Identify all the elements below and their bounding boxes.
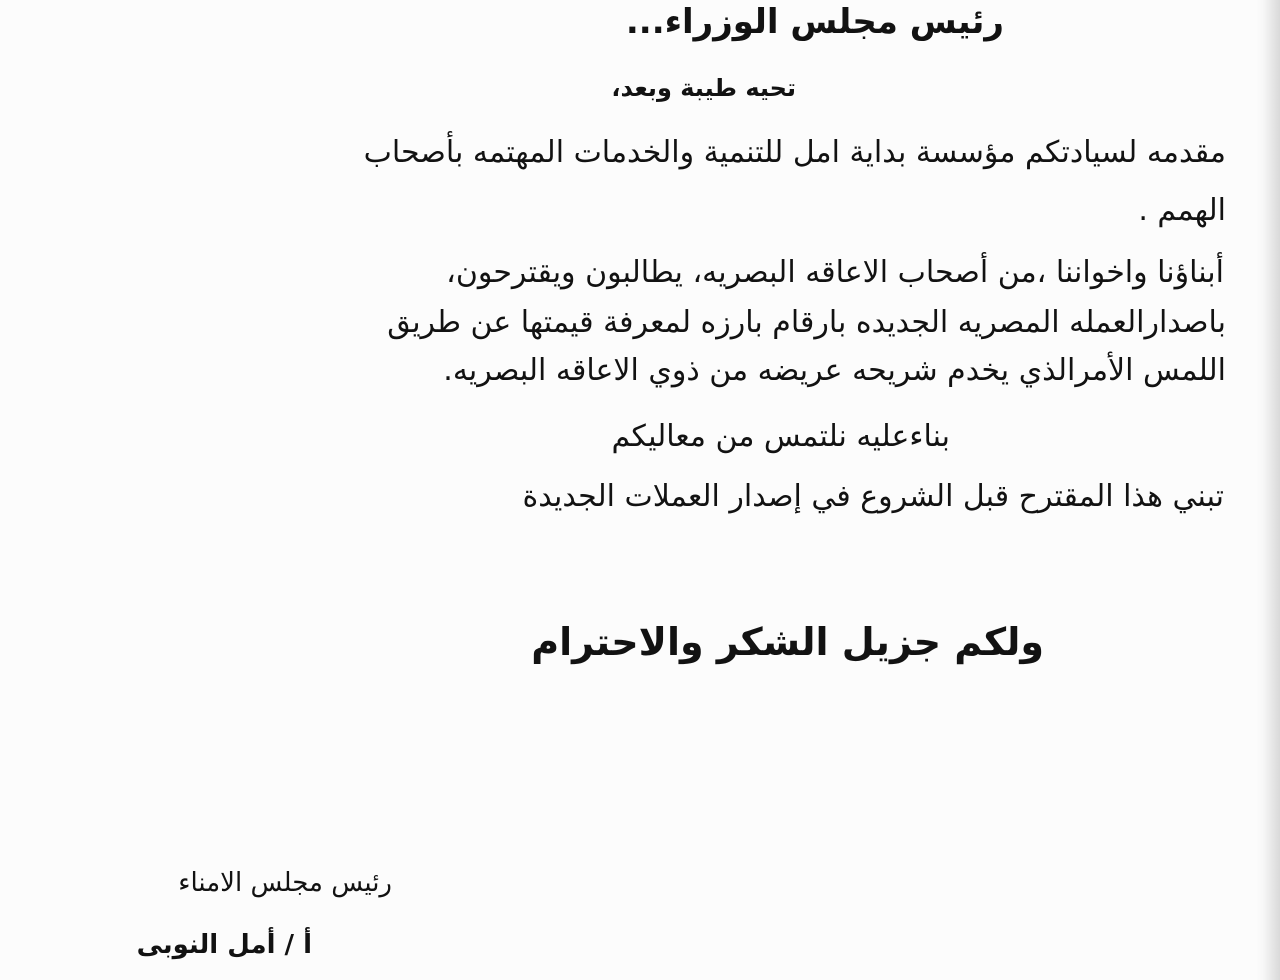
- paragraph-line: باصدارالعمله المصريه الجديده بارقام بارزه لمعرفة قيمتها عن طريق: [387, 305, 1226, 340]
- signature-name: أ / أمل النوبى: [136, 930, 312, 960]
- letter-addressee: رئيس مجلس الوزراء...: [625, 2, 1004, 42]
- closing-line: ولكم جزيل الشكر والاحترام: [531, 620, 1044, 664]
- paragraph-line: أبناؤنا واخواننا ،من أصحاب الاعاقه البصريه، يطالبون ويقترحون،: [446, 255, 1224, 290]
- paragraph-line: مقدمه لسيادتكم مؤسسة بداية امل للتنمية والخدمات المهتمه بأصحاب: [363, 135, 1226, 170]
- paragraph-line: الهمم .: [1138, 193, 1226, 228]
- signature-title: رئيس مجلس الامناء: [178, 868, 392, 898]
- page-edge-shadow: [1256, 0, 1280, 980]
- request-line: بناءعليه نلتمس من معاليكم: [611, 419, 950, 454]
- request-detail: تبني هذا المقترح قبل الشروع في إصدار العملات الجديدة: [522, 479, 1224, 514]
- letter-greeting: تحيه طيبة وبعد،: [611, 74, 796, 102]
- paragraph-line: اللمس الأمرالذي يخدم شريحه عريضه من ذوي الاعاقه البصريه.: [443, 353, 1226, 388]
